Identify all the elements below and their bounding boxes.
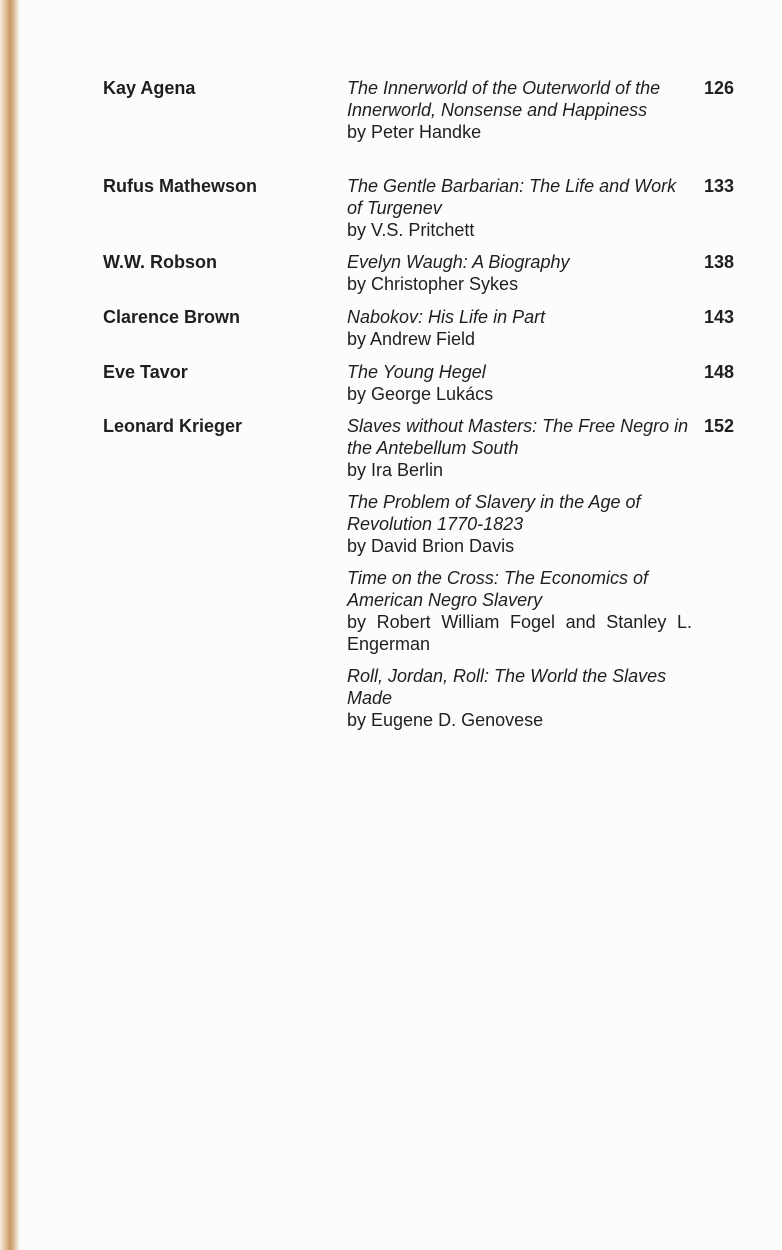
book-title: Roll, Jordan, Roll: The World the Slaves Made (347, 666, 667, 708)
book-item (347, 491, 692, 557)
book-title: Time on the Cross: The Economics of American Negro Slavery (347, 568, 648, 610)
book-author: by Peter Handke (347, 122, 482, 142)
reviewed-books (347, 175, 692, 241)
book-item (347, 567, 692, 655)
book-author: by David Brion Davis (347, 536, 515, 556)
book-author: by Ira Berlin (347, 460, 444, 480)
book-title: Evelyn Waugh: A Biography (347, 252, 570, 272)
page-number: 148 (704, 362, 735, 382)
book-item (347, 77, 692, 143)
book-title: Slaves without Masters: The Free Negro in the Antebellum South (347, 416, 689, 458)
book-title: The Young Hegel (347, 362, 486, 382)
reviewer-name: Eve Tavor (103, 362, 188, 382)
reviewer-name: W.W. Robson (103, 252, 217, 272)
book-title: The Innerworld of the Outerworld of the Innerworld, Nonsense and Happiness (347, 78, 661, 120)
book-author: by V.S. Pritchett (347, 220, 475, 240)
page-number: 152 (704, 416, 735, 436)
reviewed-books (347, 361, 692, 405)
book-item (347, 665, 692, 731)
book-title: The Problem of Slavery in the Age of Revolution 1770-1823 (347, 492, 641, 534)
reviewer-name: Leonard Krieger (103, 416, 243, 436)
book-title: Nabokov: His Life in Part (347, 307, 546, 327)
book-author: by George Lukács (347, 384, 494, 404)
book-title: The Gentle Barbarian: The Life and Work of Turgenev (347, 176, 677, 218)
page-number: 138 (704, 252, 735, 272)
book-item (347, 175, 692, 241)
book-author: by Christopher Sykes (347, 274, 519, 294)
reviewer-name: Rufus Mathewson (103, 176, 258, 196)
book-author: by Eugene D. Genovese (347, 710, 544, 730)
book-item (347, 361, 692, 405)
book-author: by Andrew Field (347, 329, 476, 349)
reviewed-books (347, 415, 692, 731)
book-author: by Robert William Fogel and Stanley L. Engerman (347, 612, 692, 654)
page-number: 133 (704, 176, 735, 196)
book-item (347, 415, 692, 481)
book-item (347, 306, 692, 350)
reviewed-books (347, 306, 692, 350)
book-item (347, 251, 692, 295)
reviewed-books (347, 251, 692, 295)
reviewer-name: Kay Agena (103, 78, 196, 98)
page-number: 143 (704, 307, 735, 327)
page-edge (0, 0, 20, 1250)
reviewed-books (347, 77, 692, 143)
reviewer-name: Clarence Brown (103, 307, 241, 327)
page-number: 126 (704, 78, 735, 98)
